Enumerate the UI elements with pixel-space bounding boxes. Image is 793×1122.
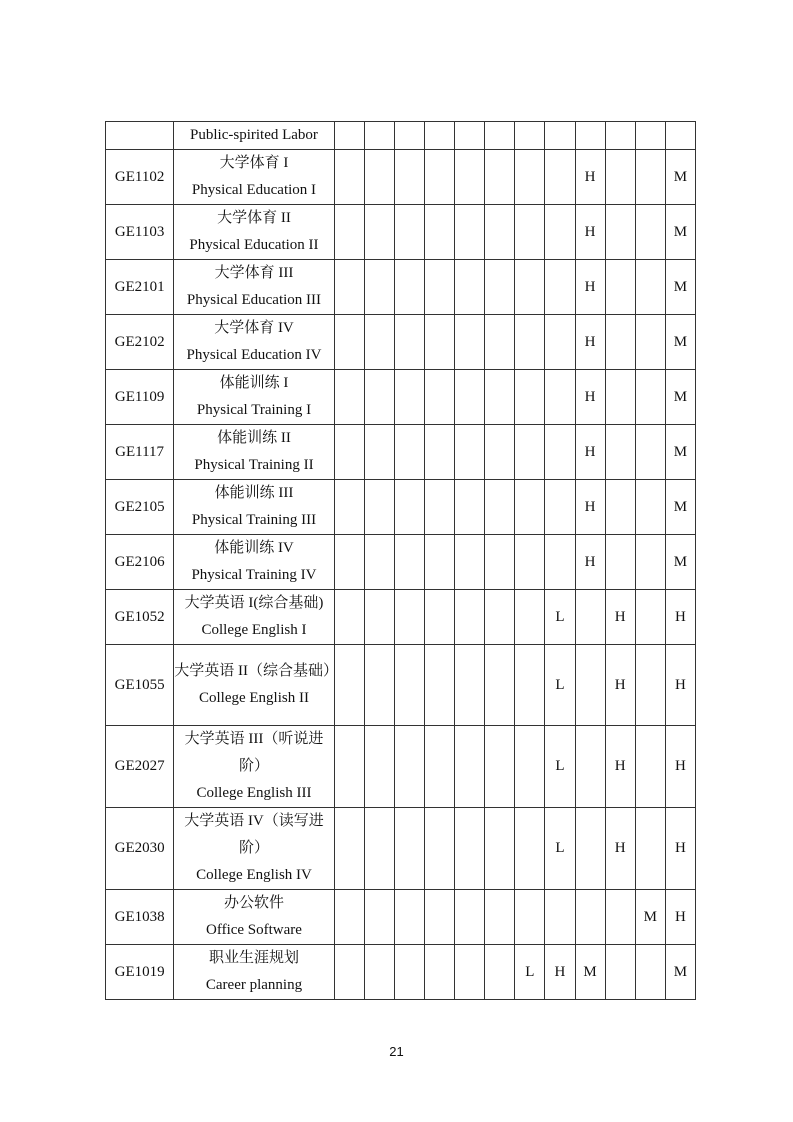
course-code-cell: GE2027 — [106, 726, 174, 808]
course-name-zh: 大学体育 II — [217, 210, 291, 226]
support-level-cell — [545, 425, 575, 480]
support-level-cell — [605, 370, 635, 425]
support-level-cell — [425, 480, 455, 535]
support-level-cell — [485, 260, 515, 315]
support-level-cell: H — [575, 150, 605, 205]
support-level-cell — [515, 890, 545, 945]
support-level-cell — [635, 370, 665, 425]
course-name-en: Career planning — [205, 977, 303, 993]
support-level-cell — [635, 150, 665, 205]
support-level-cell — [364, 890, 394, 945]
support-level-cell — [455, 945, 485, 1000]
support-level-cell — [364, 726, 394, 808]
support-level-cell — [485, 122, 515, 150]
support-level-cell — [485, 315, 515, 370]
course-code-cell: GE1052 — [106, 590, 174, 645]
support-level-cell: H — [545, 945, 575, 1000]
support-level-cell — [455, 590, 485, 645]
course-name-zh: 大学英语 IV（读写进阶） — [184, 813, 324, 856]
support-level-cell: M — [575, 945, 605, 1000]
support-level-cell — [635, 535, 665, 590]
support-level-cell — [364, 808, 394, 890]
support-level-cell — [515, 150, 545, 205]
course-name-zh: 大学英语 III（听说进阶） — [184, 731, 324, 774]
support-level-cell — [334, 370, 364, 425]
support-level-cell — [455, 122, 485, 150]
support-level-cell — [334, 260, 364, 315]
support-level-cell — [334, 590, 364, 645]
course-name-cell — [174, 726, 335, 808]
support-level-cell — [394, 890, 424, 945]
course-name-zh: 办公软件 — [223, 895, 284, 911]
support-level-cell — [605, 535, 635, 590]
table-row — [106, 260, 696, 315]
course-name-en: College English III — [196, 785, 312, 801]
support-level-cell — [485, 480, 515, 535]
table-row — [106, 370, 696, 425]
support-level-cell: H — [605, 808, 635, 890]
support-level-cell — [394, 590, 424, 645]
support-level-cell: H — [575, 370, 605, 425]
support-level-cell — [394, 808, 424, 890]
support-level-cell — [635, 480, 665, 535]
course-name-en: Physical Education IV — [186, 347, 322, 363]
support-level-cell — [455, 808, 485, 890]
support-level-cell — [485, 205, 515, 260]
support-level-cell — [605, 945, 635, 1000]
support-level-cell — [364, 645, 394, 726]
support-level-cell — [364, 590, 394, 645]
support-level-cell — [364, 260, 394, 315]
support-level-cell — [605, 315, 635, 370]
support-level-cell — [635, 260, 665, 315]
support-level-cell — [455, 645, 485, 726]
course-code-cell — [106, 122, 174, 150]
support-level-cell — [394, 645, 424, 726]
table-row — [106, 425, 696, 480]
course-name-cell — [174, 315, 335, 370]
course-matrix-table — [105, 121, 696, 1000]
support-level-cell — [364, 370, 394, 425]
support-level-cell: L — [545, 590, 575, 645]
course-name-en: Physical Training III — [191, 512, 317, 528]
support-level-cell — [394, 122, 424, 150]
support-level-cell — [364, 122, 394, 150]
support-level-cell — [605, 425, 635, 480]
course-name-zh: 体能训练 I — [219, 375, 289, 391]
support-level-cell — [334, 808, 364, 890]
support-level-cell — [515, 726, 545, 808]
course-name-cell — [174, 480, 335, 535]
course-code-cell: GE1109 — [106, 370, 174, 425]
support-level-cell — [485, 370, 515, 425]
support-level-cell — [425, 645, 455, 726]
course-name-en: College English IV — [196, 867, 312, 883]
support-level-cell — [605, 480, 635, 535]
support-level-cell: L — [545, 726, 575, 808]
support-level-cell: H — [665, 890, 695, 945]
table-row — [106, 726, 696, 808]
support-level-cell — [545, 150, 575, 205]
course-code-cell: GE1038 — [106, 890, 174, 945]
support-level-cell — [545, 535, 575, 590]
course-name-en: Physical Training I — [196, 402, 312, 418]
support-level-cell — [394, 370, 424, 425]
course-code-cell: GE2105 — [106, 480, 174, 535]
support-level-cell — [364, 150, 394, 205]
course-name-zh: 大学体育 IV — [214, 320, 294, 336]
support-level-cell — [635, 645, 665, 726]
course-name-cell — [174, 890, 335, 945]
support-level-cell — [425, 945, 455, 1000]
course-name-zh: 职业生涯规划 — [208, 950, 299, 966]
support-level-cell — [635, 425, 665, 480]
support-level-cell — [364, 425, 394, 480]
support-level-cell: M — [665, 150, 695, 205]
support-level-cell — [334, 150, 364, 205]
support-level-cell — [334, 122, 364, 150]
course-name-cell — [174, 535, 335, 590]
support-level-cell — [334, 425, 364, 480]
course-name-en: Physical Training IV — [191, 567, 317, 583]
support-level-cell — [425, 122, 455, 150]
course-code-cell: GE1019 — [106, 945, 174, 1000]
table-row — [106, 590, 696, 645]
support-level-cell — [394, 205, 424, 260]
course-name-cell — [174, 645, 338, 726]
support-level-cell — [455, 150, 485, 205]
support-level-cell — [605, 260, 635, 315]
course-code-cell: GE1117 — [106, 425, 174, 480]
support-level-cell — [575, 590, 605, 645]
support-level-cell: M — [665, 535, 695, 590]
course-name-cell — [174, 122, 335, 150]
support-level-cell — [575, 808, 605, 890]
support-level-cell — [485, 890, 515, 945]
support-level-cell: H — [575, 480, 605, 535]
support-level-cell — [635, 315, 665, 370]
table-row — [106, 205, 696, 260]
support-level-cell — [485, 150, 515, 205]
support-level-cell: M — [665, 945, 695, 1000]
support-level-cell — [575, 890, 605, 945]
support-level-cell — [515, 260, 545, 315]
support-level-cell: L — [515, 945, 545, 1000]
course-name-cell — [174, 150, 335, 205]
support-level-cell: H — [575, 205, 605, 260]
support-level-cell — [515, 480, 545, 535]
support-level-cell — [425, 535, 455, 590]
support-level-cell: H — [665, 808, 695, 890]
support-level-cell — [545, 260, 575, 315]
support-level-cell — [334, 315, 364, 370]
support-level-cell — [455, 726, 485, 808]
support-level-cell — [364, 205, 394, 260]
support-level-cell — [515, 425, 545, 480]
support-level-cell — [455, 205, 485, 260]
course-matrix-body — [106, 122, 696, 1000]
page-number: 21 — [389, 1044, 404, 1059]
support-level-cell: M — [635, 890, 665, 945]
support-level-cell — [425, 205, 455, 260]
support-level-cell — [515, 205, 545, 260]
support-level-cell — [455, 425, 485, 480]
support-level-cell — [605, 122, 635, 150]
course-name-cell — [174, 260, 335, 315]
course-name-en: Physical Training II — [194, 457, 314, 473]
table-row — [106, 890, 696, 945]
support-level-cell — [515, 535, 545, 590]
support-level-cell: M — [665, 315, 695, 370]
course-code-cell: GE2101 — [106, 260, 174, 315]
support-level-cell — [364, 480, 394, 535]
support-level-cell — [545, 122, 575, 150]
support-level-cell — [605, 205, 635, 260]
support-level-cell: H — [605, 590, 635, 645]
course-name-zh: 大学体育 III — [214, 265, 294, 281]
support-level-cell — [485, 645, 515, 726]
support-level-cell: L — [545, 645, 575, 726]
support-level-cell — [455, 890, 485, 945]
course-code-cell: GE2030 — [106, 808, 174, 890]
support-level-cell: M — [665, 370, 695, 425]
support-level-cell — [334, 205, 364, 260]
support-level-cell — [635, 945, 665, 1000]
support-level-cell — [635, 590, 665, 645]
support-level-cell — [665, 122, 695, 150]
support-level-cell: H — [665, 726, 695, 808]
course-name-en: Office Software — [206, 922, 302, 938]
support-level-cell: H — [665, 590, 695, 645]
course-code-cell: GE2106 — [106, 535, 174, 590]
table-row — [106, 808, 696, 890]
course-name-zh: 大学体育 I — [219, 155, 289, 171]
course-name-en: Public-spirited Labor — [190, 127, 318, 143]
support-level-cell — [364, 535, 394, 590]
support-level-cell — [394, 535, 424, 590]
support-level-cell — [515, 122, 545, 150]
support-level-cell — [425, 260, 455, 315]
table-row — [106, 150, 696, 205]
course-code-cell: GE1055 — [106, 645, 174, 726]
support-level-cell — [485, 945, 515, 1000]
course-name-cell — [174, 425, 335, 480]
support-level-cell — [455, 315, 485, 370]
support-level-cell — [485, 535, 515, 590]
support-level-cell — [545, 205, 575, 260]
course-code-cell: GE1103 — [106, 205, 174, 260]
support-level-cell — [455, 535, 485, 590]
table-row — [106, 645, 696, 726]
course-name-cell — [174, 370, 335, 425]
support-level-cell — [635, 205, 665, 260]
support-level-cell — [575, 122, 605, 150]
support-level-cell — [545, 890, 575, 945]
support-level-cell — [485, 425, 515, 480]
support-level-cell: H — [605, 726, 635, 808]
support-level-cell — [334, 945, 364, 1000]
support-level-cell: M — [665, 205, 695, 260]
support-level-cell — [485, 726, 515, 808]
course-name-zh: 体能训练 II — [217, 430, 291, 446]
course-code-cell: GE1102 — [106, 150, 174, 205]
support-level-cell — [334, 535, 364, 590]
support-level-cell — [394, 150, 424, 205]
support-level-cell — [515, 645, 545, 726]
course-name-cell — [174, 808, 335, 890]
support-level-cell — [455, 370, 485, 425]
support-level-cell — [455, 260, 485, 315]
support-level-cell — [485, 590, 515, 645]
support-level-cell: H — [665, 645, 695, 726]
support-level-cell — [425, 425, 455, 480]
table-row — [106, 122, 696, 150]
support-level-cell — [334, 890, 364, 945]
course-name-zh: 体能训练 III — [214, 485, 294, 501]
support-level-cell — [635, 726, 665, 808]
support-level-cell — [605, 150, 635, 205]
support-level-cell — [394, 260, 424, 315]
support-level-cell: L — [545, 808, 575, 890]
support-level-cell: H — [605, 645, 635, 726]
course-name-en: Physical Education I — [191, 182, 317, 198]
support-level-cell — [575, 726, 605, 808]
course-name-cell — [174, 945, 335, 1000]
course-name-zh: 体能训练 IV — [214, 540, 294, 556]
support-level-cell — [425, 150, 455, 205]
support-level-cell — [635, 808, 665, 890]
support-level-cell — [455, 480, 485, 535]
table-row — [106, 945, 696, 1000]
table-row — [106, 480, 696, 535]
support-level-cell — [394, 315, 424, 370]
support-level-cell — [425, 808, 455, 890]
support-level-cell: M — [665, 480, 695, 535]
support-level-cell — [334, 645, 364, 726]
support-level-cell — [485, 808, 515, 890]
support-level-cell — [515, 590, 545, 645]
support-level-cell — [515, 370, 545, 425]
support-level-cell — [425, 726, 455, 808]
course-name-en: College English I — [201, 622, 307, 638]
support-level-cell: H — [575, 260, 605, 315]
support-level-cell: H — [575, 535, 605, 590]
support-level-cell — [364, 315, 394, 370]
support-level-cell: H — [575, 315, 605, 370]
support-level-cell — [545, 370, 575, 425]
support-level-cell — [545, 480, 575, 535]
support-level-cell — [545, 315, 575, 370]
course-name-zh: 大学英语 I(综合基础) — [184, 595, 324, 611]
course-name-cell — [174, 205, 335, 260]
support-level-cell: M — [665, 260, 695, 315]
support-level-cell — [334, 726, 364, 808]
support-level-cell — [515, 315, 545, 370]
support-level-cell: M — [665, 425, 695, 480]
table-row — [106, 315, 696, 370]
support-level-cell — [605, 890, 635, 945]
support-level-cell — [515, 808, 545, 890]
table-row — [106, 535, 696, 590]
support-level-cell — [394, 726, 424, 808]
support-level-cell — [334, 480, 364, 535]
course-name-en: Physical Education III — [186, 292, 322, 308]
course-name-en: College English II — [198, 690, 309, 706]
support-level-cell — [425, 315, 455, 370]
course-code-cell: GE2102 — [106, 315, 174, 370]
support-level-cell — [364, 945, 394, 1000]
course-name-cell — [174, 590, 335, 645]
support-level-cell — [425, 590, 455, 645]
support-level-cell — [635, 122, 665, 150]
support-level-cell — [575, 645, 605, 726]
support-level-cell: H — [575, 425, 605, 480]
support-level-cell — [425, 890, 455, 945]
support-level-cell — [425, 370, 455, 425]
course-name-en: Physical Education II — [189, 237, 319, 253]
support-level-cell — [394, 480, 424, 535]
support-level-cell — [394, 945, 424, 1000]
course-name-zh: 大学英语 II（综合基础） — [174, 663, 338, 679]
support-level-cell — [394, 425, 424, 480]
